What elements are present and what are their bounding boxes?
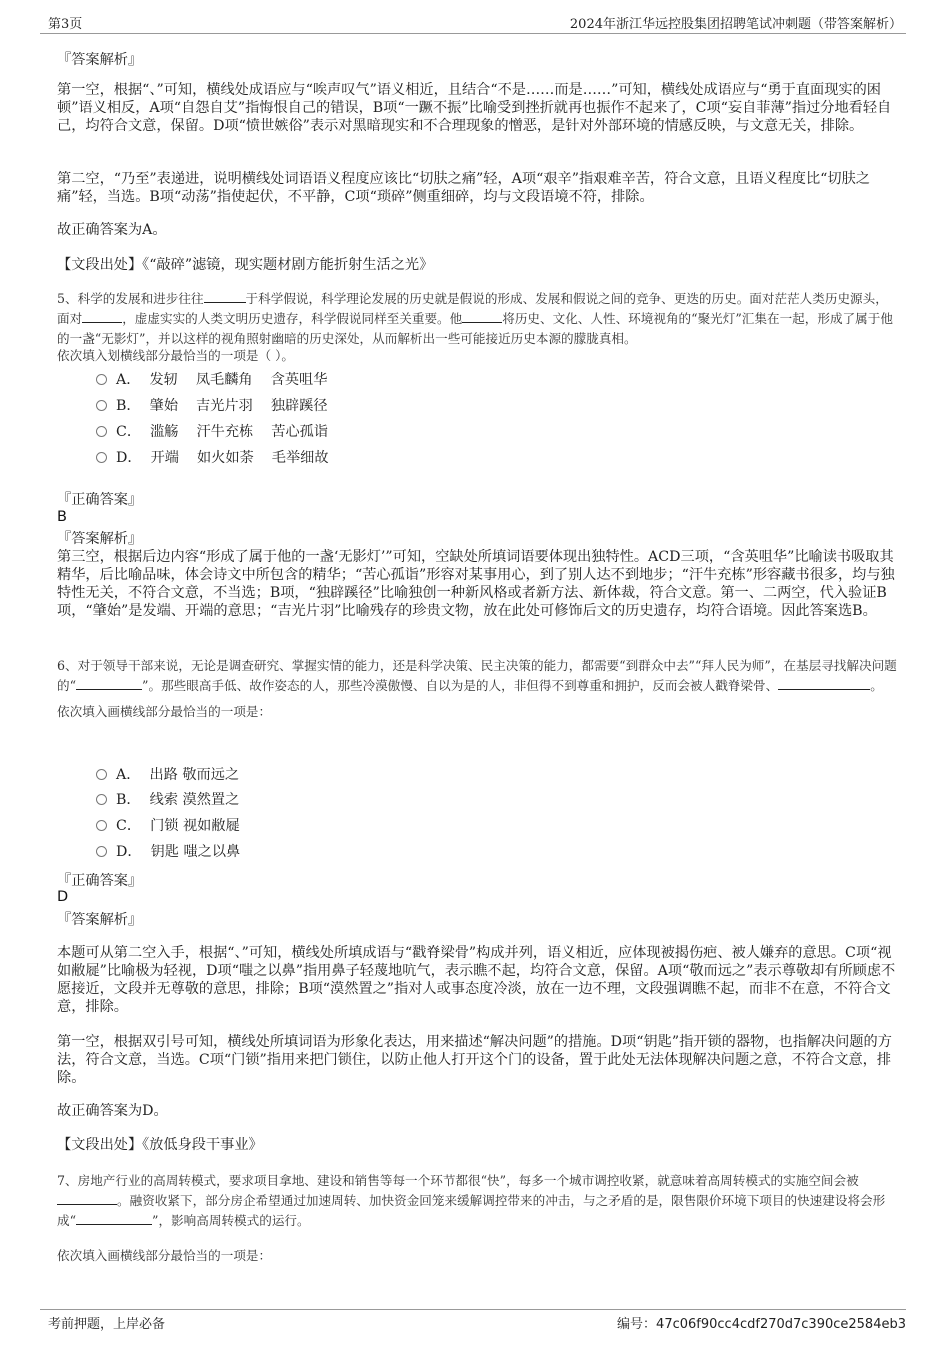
option-b[interactable]: B． 肇始 吉光片羽 独辟蹊径 [96,396,328,416]
option-b[interactable]: B． 线索 漠然置之 [96,790,239,810]
analysis-paragraph: 第一空，根据双引号可知，横线处所填词语为形象化表达，用来描述“解决问题”的措施。D项“钥匙”指开锁的器物，也指解决问题的方法，符合文意，当选。C项“门锁”指用来把门锁住，以防止他人打开这个门的设备，置于此处无法体现解决问题之意，不符合文意，排除。 [57,1034,892,1086]
fill-blank [204,290,246,303]
document-title: 2024年浙江华远控股集团招聘笔试冲刺题（带答案解析） [569,17,902,32]
option-c[interactable]: C． 滥觞 汗牛充栋 苦心孤诣 [96,422,328,442]
fill-blank [76,677,142,690]
source-citation: 【文段出处】《放低身段干事业》 [57,1137,263,1153]
fill-blank [778,677,870,690]
analysis-paragraph: 第三空，根据后边内容“形成了属于他的一盏‘无影灯’”可知，空缺处所填词语要体现出独特性。ACD三项，“含英咀华”比喻读书吸取其精华，后比喻品味，体会诗文中所包含的精华；“苦心孤诣”形容对某事用心，到了别人达不到地步；“汗牛充栋”形容藏书很多，均与独特性无关，不符合文意，不当选；B项，“独辟蹊径”比喻独创一种新风格或者新方法、新体裁，符合文意。第一、二两空，代入验证B项，“肇始”是发端、开端的意思；“吉光片羽”比喻残存的珍贵文物，放在此处可修饰后文的历史遗存，均符合语境。因此答案选B。 [57,549,895,619]
option-c[interactable]: C． 门锁 视如敝屣 [96,816,240,836]
analysis-paragraph: 本题可从第二空入手，根据“、”可知，横线处所填成语与“戳脊梁骨”构成并列，语义相近，应体现被揭伤疤、被人嫌弃的意思。C项“视如敝屣”比喻极为轻视，D项“嗤之以鼻”指用鼻子轻蔑地吭气，表示瞧不起，均符合文意，保留。A项“敬而远之”表示尊敬却有所顾虑不愿接近，文段并无尊敬的意思，排除；B项“漠然置之”指对人或事态度冷淡，放在一边不理，文段强调瞧不起，而非不在意，不符合文意，排除。 [57,945,896,1015]
correct-answer-label: 『正确答案』 [57,492,143,508]
question-6-prompt: 依次填入画横线部分最恰当的一项是： [57,704,272,719]
analysis-label: 『答案解析』 [57,531,143,547]
radio-icon[interactable] [96,820,107,831]
page-number: 第3页 [48,17,83,32]
fill-blank [76,1212,152,1225]
question-7-prompt: 依次填入画横线部分最恰当的一项是： [57,1248,272,1263]
document-id: 编号：47c06f90cc4cdf270d7c390ce2584eb3 [617,1317,906,1332]
analysis-paragraph: 第一空，根据“、”可知，横线处成语应与“唉声叹气”语义相近，且结合“不是……而是……”可知，横线处成语应与“勇于直面现实的困顿”语义相反，A项“自怨自艾”指悔恨自己的错误，B项“一蹶不振”比喻受到挫折就再也振作不起来了，C项“妄自菲薄”指过分地看轻自己，均符合文意，保留。D项“愤世嫉俗”表示对黑暗现实和不合理现象的憎恶，是针对外部环境的情感反映，与文意无关，排除。 [57,82,892,134]
correct-answer: B [57,509,67,525]
analysis-label: 『答案解析』 [57,912,143,928]
conclusion: 故正确答案为D。 [57,1103,168,1119]
question-6-stem: 6、对于领导干部来说，无论是调查研究、掌握实情的能力，还是科学决策、民主决策的能力，都需要“到群众中去”“拜人民为师”，在基层寻找解决问题的“ ”。那些眼高手低、故作姿态的人，那些冷漠傲慢、自以为是的人，非但得不到尊重和拥护，反而会被人戳脊梁骨、 。 [57,658,897,693]
question-7-stem: 7、房地产行业的高周转模式，要求项目拿地、建设和销售等每一个环节都很“快”，每多一个城市调控收紧，就意味着高周转模式的实施空间会被。融资收紧下，部分房企希望通过加速周转、加快资金回笼来缓解调控带来的冲击，与之矛盾的是，限售限价环境下项目的快速建设将会形成“ ”，影响高周转模式的运行。 [57,1173,886,1228]
analysis-paragraph: 第二空，“乃至”表递进，说明横线处词语语义程度应该比“切肤之痛”轻，A项“艰辛”指艰难辛苦，符合文意，且语义程度比“切肤之痛”轻，当选。B项“动荡”指使起伏，不平静，C项“琐碎”侧重细碎，均与文段语境不符，排除。 [57,171,870,205]
header-divider [40,33,906,34]
radio-icon[interactable] [96,374,107,385]
radio-icon[interactable] [96,794,107,805]
option-d[interactable]: D． 开端 如火如荼 毛举细故 [96,448,329,468]
conclusion: 故正确答案为A。 [57,222,167,238]
option-a[interactable]: A． 发轫 凤毛麟角 含英咀华 [96,370,327,390]
source-citation: 【文段出处】《“敲碎”滤镜，现实题材剧方能折射生活之光》 [57,257,434,273]
option-d[interactable]: D． 钥匙 嗤之以鼻 [96,842,240,862]
correct-answer-label: 『正确答案』 [57,873,143,889]
radio-icon[interactable] [96,400,107,411]
fill-blank [57,1192,117,1205]
option-a[interactable]: A． 出路 敬而远之 [96,765,239,785]
radio-icon[interactable] [96,452,107,463]
question-5-stem: 5、科学的发展和进步往往 于科学假说，科学理论发展的历史就是假说的形成、发展和假说之间的竞争、更迭的历史。面对茫茫人类历史源头，面对 ，虚虚实实的人类文明历史遗存，科学假说同样至关重要。他 将历史、文化、人性、环境视角的“聚光灯”汇集在一起，形成了属于他的一盏“无影灯”，并以这样的视角照射幽暗的历史深处，从而解析出一些可能接近历史本源的朦胧真相。 [57,291,893,346]
fill-blank [82,310,122,323]
radio-icon[interactable] [96,846,107,857]
footer-divider [40,1309,906,1310]
footer-slogan: 考前押题，上岸必备 [48,1317,166,1332]
radio-icon[interactable] [96,769,107,780]
question-5-prompt: 依次填入划横线部分最恰当的一项是（ ）。 [57,348,294,363]
fill-blank [462,310,502,323]
analysis-label: 『答案解析』 [57,52,143,68]
radio-icon[interactable] [96,426,107,437]
correct-answer: D [57,889,69,905]
